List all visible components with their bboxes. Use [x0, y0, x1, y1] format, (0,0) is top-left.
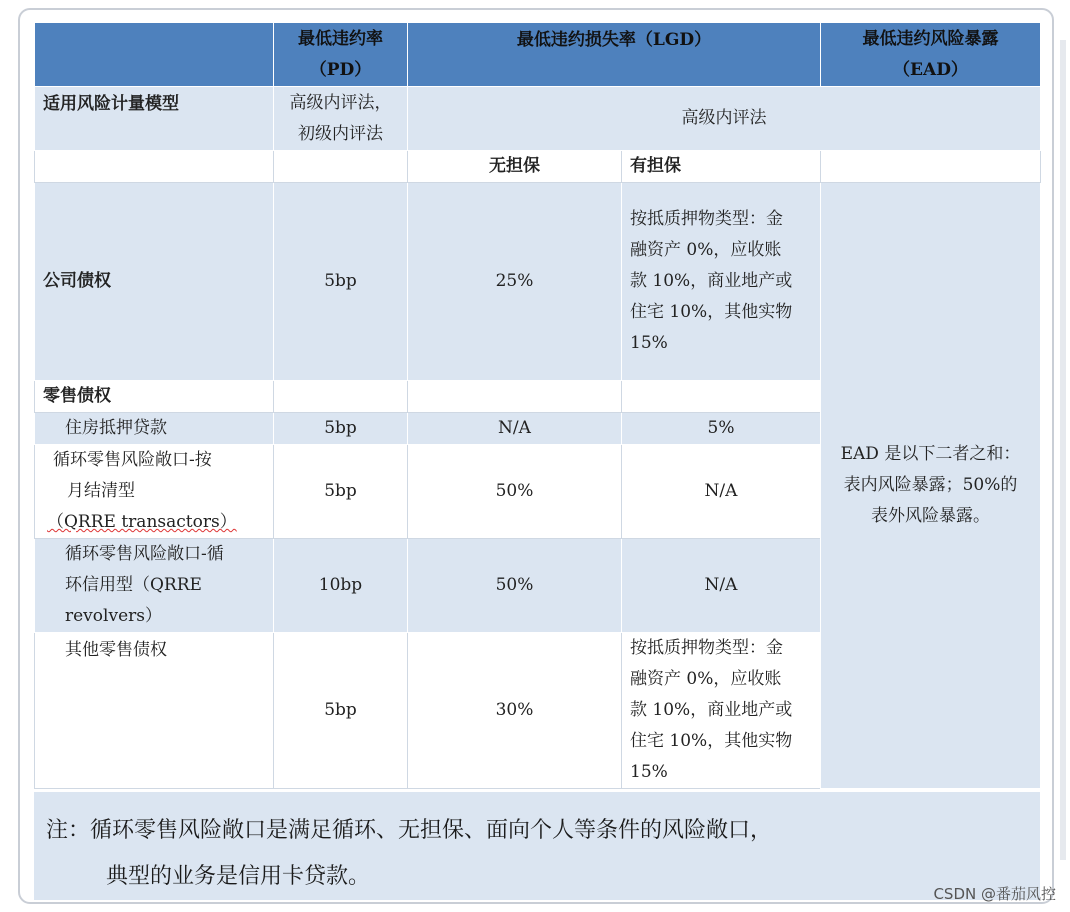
model-row-label: 适用风险计量模型: [35, 87, 274, 151]
header-ead-line1: 最低违约风险暴露: [862, 28, 999, 49]
qrre-revolvers-label-line: 环信用型（QRRE: [65, 575, 202, 595]
header-pd-line2: （PD）: [309, 59, 372, 80]
other-retail-secured-line: 15%: [630, 762, 668, 782]
other-retail-label: 其他零售债权: [35, 633, 274, 789]
other-retail-secured-line: 款 10%，商业地产或: [630, 700, 793, 720]
ead-note-line: EAD 是以下二者之和：: [840, 444, 1021, 464]
retail-label: 零售债权: [35, 381, 274, 413]
watermark: CSDN @番茄风控: [933, 885, 1056, 903]
header-ead: [821, 23, 1041, 87]
mortgage-label: 住房抵押贷款: [35, 413, 274, 445]
model-row-pd: [274, 87, 408, 151]
model-row-pd-line2: 初级内评法: [298, 123, 383, 144]
other-retail-secured-line: 按抵质押物类型：金: [630, 638, 783, 658]
qrre-transactors-label-line: 月结清型: [67, 481, 135, 501]
qrre-transactors-label: [35, 445, 274, 539]
qrre-revolvers-unsecured: 50%: [408, 539, 622, 633]
table-header-row: [35, 23, 1041, 87]
qrre-transactors-label-line: 循环零售风险敞口-按: [53, 450, 212, 470]
qrre-revolvers-label-line: revolvers）: [65, 606, 162, 626]
ead-note-cell: [821, 183, 1041, 789]
qrre-revolvers-label-line: 循环零售风险敞口-循: [65, 544, 224, 564]
qrre-revolvers-secured: N/A: [622, 539, 821, 633]
sub-header-empty-ead: [821, 151, 1041, 183]
mortgage-pd: 5bp: [274, 413, 408, 445]
corporate-secured-line: 款 10%，商业地产或: [630, 271, 793, 291]
qrre-transactors-label-line: （QRRE transactors）: [47, 512, 237, 532]
retail-unsecured-empty: [408, 381, 622, 413]
qrre-transactors-secured: N/A: [622, 445, 821, 539]
other-retail-pd: 5bp: [274, 633, 408, 789]
ead-note-line: 表外风险暴露。: [871, 506, 990, 526]
model-row-lgd: 高级内评法: [408, 87, 1041, 151]
right-edge-bar: [1060, 40, 1066, 860]
corporate-label: 公司债权: [35, 183, 274, 381]
footnote-line-1: 注：循环零售风险敞口是满足循环、无担保、面向个人等条件的风险敞口，: [46, 818, 773, 843]
corporate-unsecured: 25%: [408, 183, 622, 381]
table-row-corporate: [35, 183, 1041, 381]
header-ead-line2: （EAD）: [893, 59, 968, 80]
header-pd-line1: 最低违约率: [298, 28, 383, 49]
other-retail-secured-line: 融资产 0%，应收账: [630, 669, 782, 689]
sub-header-secured: 有担保: [622, 151, 821, 183]
mortgage-secured: 5%: [622, 413, 821, 445]
model-row: [35, 87, 1041, 151]
mortgage-unsecured: N/A: [408, 413, 622, 445]
qrre-transactors-unsecured: 50%: [408, 445, 622, 539]
sub-header-unsecured: 无担保: [408, 151, 622, 183]
corporate-secured-line: 15%: [630, 333, 668, 353]
retail-secured-empty: [622, 381, 821, 413]
corporate-pd: 5bp: [274, 183, 408, 381]
qrre-transactors-pd: 5bp: [274, 445, 408, 539]
regulatory-parameters-table: [34, 22, 1041, 789]
header-empty-cell: [35, 23, 274, 87]
header-pd: [274, 23, 408, 87]
qrre-revolvers-pd: 10bp: [274, 539, 408, 633]
corporate-secured-line: 按抵质押物类型：金: [630, 209, 783, 229]
footnote-box: [34, 792, 1040, 900]
footnote-line-2: 典型的业务是信用卡贷款。: [106, 864, 371, 889]
model-row-pd-line1: 高级内评法，: [289, 92, 392, 113]
other-retail-unsecured: 30%: [408, 633, 622, 789]
sub-header-row: [35, 151, 1041, 183]
corporate-secured-line: 融资产 0%，应收账: [630, 240, 782, 260]
header-lgd: 最低违约损失率（LGD）: [408, 23, 821, 87]
ead-note-line: 表内风险暴露；50%的: [843, 475, 1018, 495]
sub-header-empty: [35, 151, 274, 183]
other-retail-secured-line: 住宅 10%，其他实物: [630, 731, 793, 751]
corporate-secured: [622, 183, 821, 381]
qrre-revolvers-label: [35, 539, 274, 633]
sub-header-empty-pd: [274, 151, 408, 183]
retail-pd-empty: [274, 381, 408, 413]
other-retail-secured: [622, 633, 821, 789]
corporate-secured-line: 住宅 10%，其他实物: [630, 302, 793, 322]
